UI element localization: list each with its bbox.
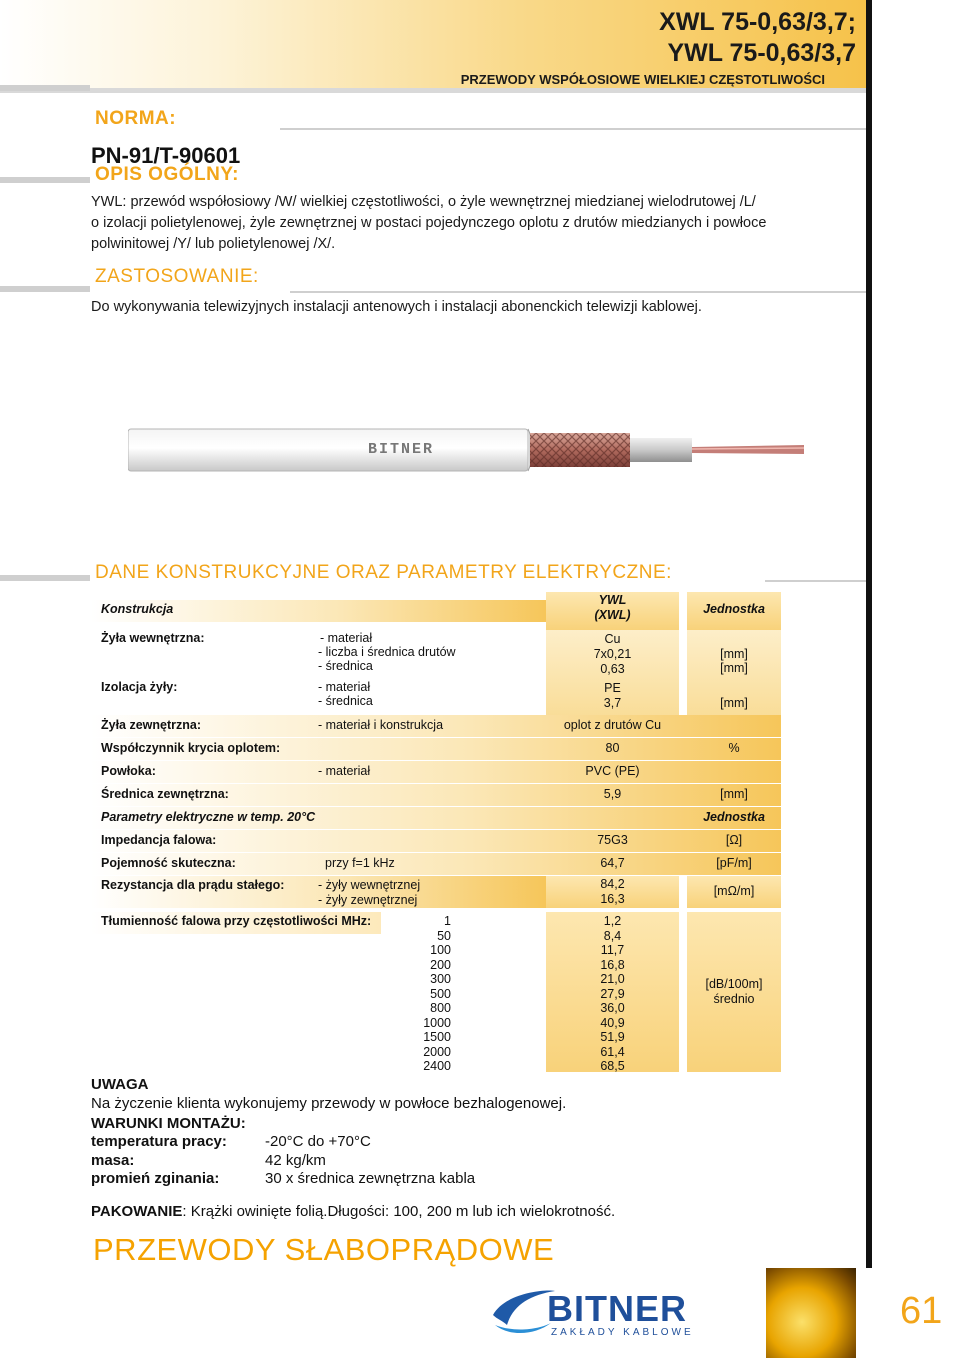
ws-value: 80 bbox=[605, 741, 620, 755]
dane-label: DANE KONSTRUKCYJNE ORAZ PARAMETRY ELEKTRYCZNE: bbox=[95, 562, 672, 583]
promien-value: 30 x średnica zewnętrzna kabla bbox=[265, 1170, 476, 1187]
zw-value-liczba: 7x0,21 bbox=[593, 647, 632, 661]
norma-bar bbox=[0, 85, 90, 91]
dane-rule bbox=[765, 580, 866, 582]
attenuation-value: 21,0 bbox=[600, 972, 625, 986]
iz-value-srednica: 3,7 bbox=[603, 696, 622, 710]
re-value-2: 16,3 bbox=[600, 892, 625, 906]
frequency-value: 1000 bbox=[423, 1015, 451, 1030]
bitner-logo bbox=[485, 1285, 715, 1340]
attenuation-value: 51,9 bbox=[600, 1030, 625, 1044]
promien-label: promień zginania: bbox=[91, 1170, 220, 1187]
zw-srednica: - średnica bbox=[318, 659, 373, 673]
frequency-value: 200 bbox=[430, 957, 451, 972]
category-title: PRZEWODY SŁABOPRĄDOWE bbox=[93, 1232, 555, 1267]
zastosowanie-text: Do wykonywania telewizyjnych instalacji antenowych i instalacji abonenckich telewizji kablowej. bbox=[91, 299, 702, 315]
dane-bar bbox=[0, 575, 90, 581]
po-cond: przy f=1 kHz bbox=[325, 856, 395, 870]
zz-value: oplot z drutów Cu bbox=[563, 718, 662, 732]
frequency-value: 100 bbox=[430, 943, 451, 957]
zw-liczba: - liczba i średnica drutów bbox=[318, 645, 456, 659]
product-title-1: XWL 75-0,63/3,7; bbox=[659, 8, 856, 36]
iz-srednica: - średnica bbox=[318, 694, 373, 708]
opis-line: o izolacji polietylenowej, żyle zewnętrznej w postaci pojedynczego oplotu z drutów miedzianych i powłoce bbox=[91, 215, 767, 231]
po-unit: [pF/m] bbox=[716, 856, 752, 870]
re-unit: [mΩ/m] bbox=[713, 884, 755, 898]
frequency-value: 500 bbox=[430, 986, 451, 1001]
zw-unit-liczba: [mm] bbox=[720, 647, 748, 661]
logo-tagline: ZAKŁADY KABLOWE bbox=[551, 1327, 694, 1338]
zastosowanie-bar bbox=[0, 286, 90, 292]
row-impedancja: Impedancja falowa: bbox=[101, 833, 217, 847]
attenuation-value: 8,4 bbox=[603, 928, 622, 943]
row-zyla-zewnetrzna: Żyła zewnętrzna: bbox=[101, 718, 202, 732]
re-cond-2: - żyły zewnętrznej bbox=[318, 893, 418, 907]
attenuation-value: 36,0 bbox=[600, 1001, 625, 1015]
attenuation-value: 1,2 bbox=[603, 914, 622, 928]
re-value-1: 84,2 bbox=[600, 877, 625, 891]
hdr-xwl: (XWL) bbox=[594, 608, 631, 622]
page-number: 61 bbox=[900, 1290, 943, 1332]
pakowanie bbox=[91, 1203, 615, 1220]
zw-value-srednica: 0,63 bbox=[600, 662, 625, 676]
masa-label: masa: bbox=[91, 1152, 135, 1169]
pw-value: PVC (PE) bbox=[585, 764, 640, 778]
row-izolacja: Izolacja żyły: bbox=[101, 680, 178, 694]
norma-label: NORMA: bbox=[95, 108, 177, 129]
frequency-value: 1 bbox=[444, 914, 451, 928]
product-title-2: YWL 75-0,63/3,7 bbox=[667, 39, 856, 67]
row-wspolczynnik: Współczynnik krycia oplotem: bbox=[101, 741, 281, 755]
ws-unit: % bbox=[728, 741, 740, 755]
tl-unit-2: średnio bbox=[713, 992, 755, 1006]
masa-value: 42 kg/km bbox=[265, 1152, 326, 1169]
warunki-label: WARUNKI MONTAŻU: bbox=[91, 1115, 246, 1132]
zastosowanie-rule bbox=[290, 291, 866, 293]
logo-wordmark: BITNER bbox=[547, 1288, 687, 1329]
hdr-jednostka: Jednostka bbox=[703, 602, 765, 616]
iz-unit-srednica: [mm] bbox=[720, 696, 748, 710]
norma-value: PN-91/T-90601 bbox=[91, 143, 241, 168]
opis-line: polwinitowej /Y/ lub polietylenowej /X/. bbox=[91, 236, 336, 252]
iz-value-material: PE bbox=[604, 681, 621, 695]
temp-value: -20°C do +70°C bbox=[265, 1133, 371, 1150]
hdr-ywl: YWL bbox=[598, 593, 627, 607]
row-srednica-zewnetrzna: Średnica zewnętrzna: bbox=[101, 787, 229, 801]
row-pojemnosc: Pojemność skuteczna: bbox=[101, 856, 236, 870]
opis-text bbox=[91, 192, 766, 255]
row-powloka: Powłoka: bbox=[101, 764, 156, 778]
attenuation-value: 40,9 bbox=[600, 1015, 625, 1030]
zw-material: - materiał bbox=[320, 631, 373, 645]
opis-bar bbox=[0, 177, 90, 183]
attenuation-value: 68,5 bbox=[600, 1059, 625, 1073]
frequency-value: 1500 bbox=[423, 1030, 451, 1044]
product-subtitle: PRZEWODY WSPÓŁOSIOWE WIELKIEJ CZĘSTOTLIWOŚCI bbox=[460, 72, 825, 87]
zw-unit-srednica: [mm] bbox=[720, 661, 748, 675]
pw-material: - materiał bbox=[318, 764, 371, 778]
row-rezystancja: Rezystancja dla prądu stałego: bbox=[101, 878, 285, 892]
im-unit: [Ω] bbox=[725, 833, 743, 847]
right-rule bbox=[866, 0, 872, 1270]
norma-rule bbox=[280, 128, 866, 130]
attenuation-value: 27,9 bbox=[600, 986, 625, 1001]
im-value: 75G3 bbox=[597, 833, 628, 847]
tl-unit-1: [dB/100m] bbox=[705, 977, 763, 991]
pakowanie-text: : Krążki owinięte folią.Długości: 100, 200 m lub ich wielokrotność. bbox=[182, 1203, 616, 1220]
param-jednostka: Jednostka bbox=[703, 810, 765, 824]
uwaga-text: Na życzenie klienta wykonujemy przewody w powłoce bezhalogenowej. bbox=[91, 1095, 567, 1112]
header-divider bbox=[0, 88, 866, 93]
param-header: Parametry elektryczne w temp. 20°C bbox=[101, 810, 316, 824]
pakowanie-label: PAKOWANIE bbox=[91, 1203, 183, 1220]
zw-value-material: Cu bbox=[604, 632, 621, 646]
attenuation-value: 11,7 bbox=[600, 943, 625, 957]
cable-image bbox=[128, 425, 808, 475]
frequency-value: 300 bbox=[430, 972, 451, 986]
hdr-konstrukcja: Konstrukcja bbox=[101, 602, 174, 616]
sz-unit: [mm] bbox=[720, 787, 748, 801]
attenuation-value: 16,8 bbox=[600, 957, 625, 972]
frequency-value: 2000 bbox=[423, 1044, 451, 1059]
row-tlumiennosc: Tłumienność falowa przy częstotliwości MHz: bbox=[101, 914, 372, 928]
row-zyla-wewnetrzna: Żyła wewnętrzna: bbox=[101, 631, 205, 645]
frequency-value: 2400 bbox=[423, 1059, 451, 1073]
re-cond-1: - żyły wewnętrznej bbox=[318, 878, 421, 892]
opis-label: OPIS OGÓLNY: bbox=[95, 164, 239, 185]
iz-material: - materiał bbox=[318, 680, 371, 694]
uwaga-label: UWAGA bbox=[91, 1076, 149, 1093]
zz-material: - materiał i konstrukcja bbox=[318, 718, 444, 732]
opis-line: YWL: przewód współosiowy /W/ wielkiej częstotliwości, o żyle wewnętrznej miedzianej wielodrutowej /L/ bbox=[91, 194, 756, 210]
frequency-value: 50 bbox=[437, 928, 451, 943]
temp-label: temperatura pracy: bbox=[91, 1133, 227, 1150]
po-value: 64,7 bbox=[600, 856, 625, 870]
frequency-value: 800 bbox=[430, 1001, 451, 1015]
sz-value: 5,9 bbox=[603, 787, 622, 801]
cable-brand-print: BITNER bbox=[368, 441, 435, 458]
zastosowanie-label: ZASTOSOWANIE: bbox=[95, 266, 259, 287]
attenuation-value: 61,4 bbox=[600, 1044, 625, 1059]
cable-reel-photo bbox=[766, 1268, 856, 1358]
